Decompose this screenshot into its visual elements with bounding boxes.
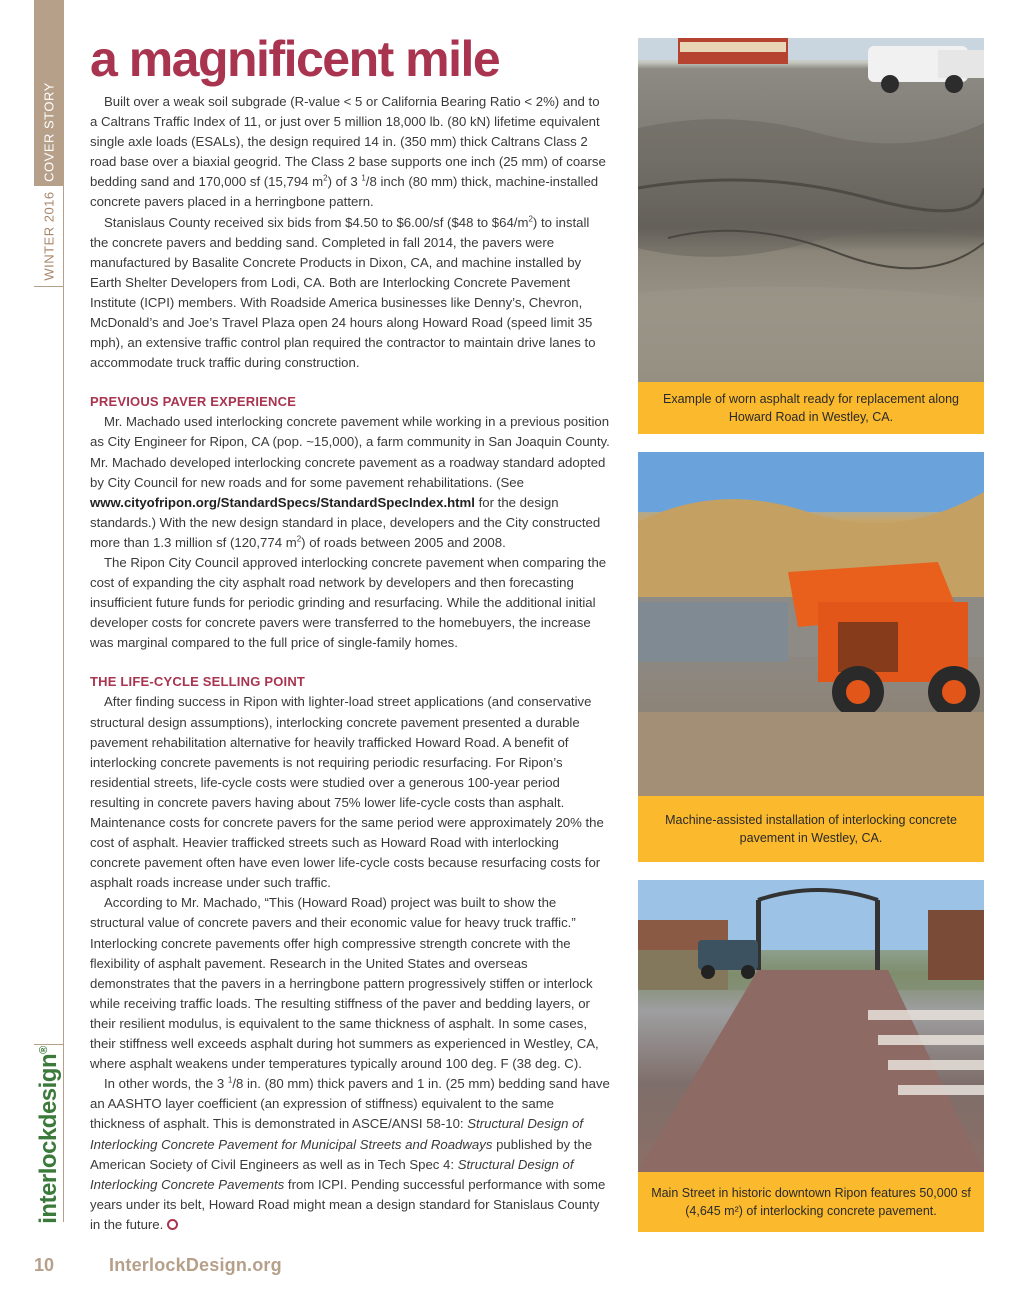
paver-machine-illustration — [638, 452, 984, 796]
article-body — [90, 92, 610, 1235]
text-run: /8 in. (80 mm) thick pavers and 1 in. (25 mm) bedding sand have an AASHTO layer coefficient (an expression of stiffness) equivalent to the same thickness of asphalt. This is demonstrated in ASCE/ANSI 58-10: — [90, 1076, 610, 1132]
website-url: InterlockDesign.org — [109, 1255, 282, 1275]
text-run: published by the American Society of Civil Engineers as well as in Tech Spec 4: — [90, 1136, 593, 1172]
paragraph — [90, 1074, 610, 1235]
rail-divider-line — [63, 0, 64, 1222]
paragraph — [90, 553, 610, 653]
superscript: 2 — [528, 214, 533, 224]
superscript: 1 — [227, 1075, 233, 1085]
text-run: Mr. Machado used interlocking concrete pavement while working in a previous position as City Engineer for Ripon, CA (pop. ~15,000), a farm community in San Joaquin County. Mr. Machado developed interlocking concrete pavement as a roadway standard adopted by City Council for new roads and for some pavement rehabilitations. (See — [90, 414, 610, 490]
end-mark-icon — [167, 1219, 178, 1230]
superscript: 2 — [296, 534, 302, 544]
section1-paragraphs — [90, 412, 610, 653]
text-run: The Ripon City Council approved interlocking concrete pavement when comparing the cost of expanding the city asphalt road network by developers and then forecasting insufficient future funds for periodic grinding and resurfacing. While the additional initial developer costs for concrete pavers were transferred to the homebuyers, the increase was marginal compared to the full price of single-family homes. — [90, 554, 607, 651]
text-run: Built over a weak soil subgrade (R-value < 5 or California Bearing Ratio < 2%) and to a Caltrans Traffic Index of 11, or just over 5 million 18,000 lb. (80 kN) lifetime equivalent single axle loads (ESALs), the design required 14 in. (350 mm) thick Caltrans Class 2 road base over a biaxial geogrid. The Class 2 base supports one inch (25 mm) of coarse bedding sand and 170,000 sf (15,794 m — [90, 94, 606, 190]
section-heading-previous-paver-experience: PREVIOUS PAVER EXPERIENCE — [90, 394, 297, 410]
registered-mark: ® — [38, 1046, 50, 1054]
section2-paragraphs — [90, 692, 610, 1235]
brand-name: interlockdesign — [35, 1053, 62, 1224]
text-run: ) of 3 — [327, 174, 362, 190]
rail-separator — [34, 286, 64, 287]
section-label: COVER STORY — [41, 82, 57, 182]
rail-separator — [34, 1044, 64, 1045]
text-run: After finding success in Ripon with lighter-load street applications (and conservative structural design assumptions), interlocking concrete pavement presented a durable pavement rehabilitation alternative for heavily trafficked Howard Road. A benefit of interlocking concrete pavements is not requiring periodic resurfacing. For Ripon’s residential streets, life-cycle costs were studied over a generous 100-year period resulting in concrete pavers having about 75% lower life-cycle costs than asphalt. Maintenance costs for concrete pavers for the same period were approximately 20% the cost of asphalt. Heavier trafficked streets such as Howard Road with interlocking concrete pavement often have even lower life-cycle costs because resurfacing costs for asphalt roads increase under such traffic. — [90, 694, 604, 891]
paragraph — [90, 213, 610, 374]
text-run: According to Mr. Machado, “This (Howard Road) project was built to show the structural value of concrete pavers and their economic value for heavy truck traffic.” Interlocking concrete pavements offer high compressive strength concrete with the flexibility of asphalt pavement. Research in the United States and overseas demonstrates that the pavers in a herringbone pattern progressively stiffen or interlock while receiving traffic loads. The resulting stiffness of the paver and bedding layers, or their resilient modulus, is equivalent to the same thickness of asphalt. In some cases, their stiffness well exceeds asphalt during hot summers as experienced in Westley, CA, where asphalt weakens under temperatures typically around 100 deg. F (38 deg. C). — [90, 895, 599, 1072]
photo-worn-asphalt — [638, 38, 984, 382]
article-title: a magnificent mile — [90, 31, 500, 87]
bold-link-text: www.cityofripon.org/StandardSpecs/StandardSpecIndex.html — [90, 494, 475, 510]
superscript: 1 — [361, 173, 366, 183]
caption-photo3: Main Street in historic downtown Ripon features 50,000 sf (4,645 m²) of interlocking concrete pavement. — [638, 1172, 984, 1232]
paragraph — [90, 412, 610, 553]
text-run: for the design standards.) With the new design standard in place, developers and the City constructed more than 1.3 million sf (120,774 m — [90, 494, 601, 550]
page-number: 10 — [34, 1255, 55, 1275]
text-run: ) to install the concrete pavers and bedding sand. Completed in fall 2014, the pavers were manufactured by Basalite Concrete Products in Dixon, CA, and machine installed by Earth Shelter Developers from Lodi, CA. Both are Interlocking Concrete Pavement Institute (ICPI) members. With Roadside America businesses like Denny’s, Chevron, McDonald’s and Joe’s Travel Plaza open 24 hours along Howard Road (speed limit 35 mph), an extensive traffic control plan required the contractor to maintain drive lanes to accommodate truck traffic during construction. — [90, 214, 596, 371]
text-run: /8 inch (80 mm) thick, machine-installed concrete pavers placed in a herringbone pattern. — [90, 174, 599, 210]
photo-paver-machine — [638, 452, 984, 796]
text-run: from ICPI. Pending successful performance with some years under its belt, Howard Road might mean a design standard for Stanislaus County in the future. — [90, 1176, 606, 1232]
photo-ripon-main-street — [638, 880, 984, 1172]
paragraph — [90, 893, 610, 1074]
caption-photo1: Example of worn asphalt ready for replacement along Howard Road in Westley, CA. — [638, 382, 984, 434]
issue-label: WINTER 2016 — [41, 191, 57, 281]
text-run: ) of roads between 2005 and 2008. — [301, 534, 506, 550]
caption-photo2: Machine-assisted installation of interlocking concrete pavement in Westley, CA. — [638, 796, 984, 862]
main-street-illustration — [638, 880, 984, 1172]
paragraph — [90, 692, 610, 893]
intro-paragraphs — [90, 92, 610, 373]
text-run: In other words, the 3 — [104, 1076, 228, 1092]
paragraph — [90, 92, 610, 213]
superscript: 2 — [323, 173, 328, 183]
italic-title: Structural Design of Interlocking Concrete Pavement for Municipal Streets and Roadways — [90, 1116, 584, 1152]
worn-asphalt-illustration — [638, 38, 984, 382]
brand-logo — [35, 1046, 63, 1223]
side-rail — [34, 0, 64, 1222]
italic-title: Structural Design of Interlocking Concrete Pavements — [90, 1156, 574, 1192]
text-run: Stanislaus County received six bids from $4.50 to $6.00/sf ($48 to $64/m — [104, 214, 529, 230]
section-heading-life-cycle: THE LIFE-CYCLE SELLING POINT — [90, 674, 306, 690]
